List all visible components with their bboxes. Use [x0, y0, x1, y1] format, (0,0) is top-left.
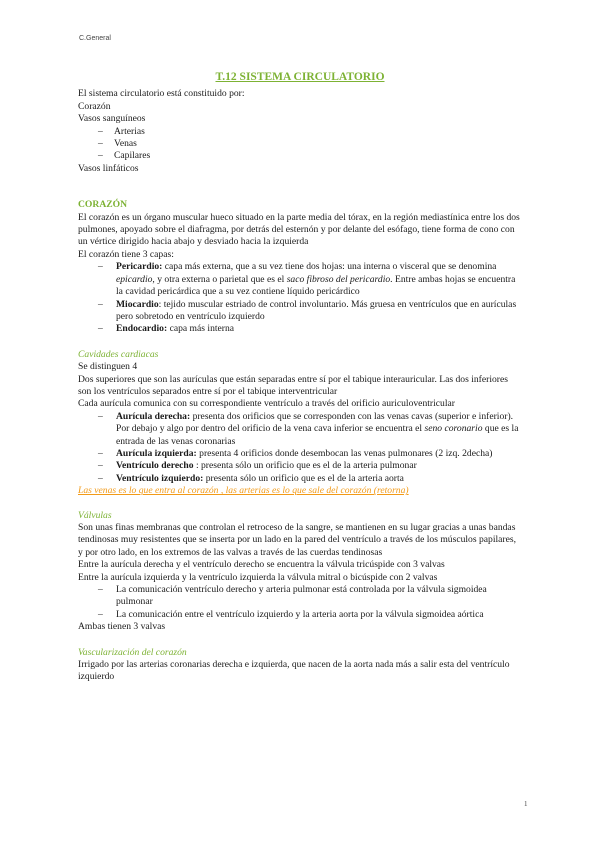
page-number: 1	[524, 800, 528, 808]
cavidades-line: Dos superiores que son las aurículas que están separadas entre sí por el tabique interauricular. Las dos inferiores son los ventrículos separados entre sí por el tabique interventricular	[78, 373, 508, 397]
text: : presenta sólo un orificio que es el de la arteria pulmonar	[193, 460, 417, 472]
text: : tejido muscular estriado de control involuntario. Más gruesa en ventrículos que en aurículas pero sobretodo en ventrículo izquierdo	[116, 298, 517, 322]
list-item-auricula-derecha	[78, 411, 522, 448]
valves-list	[78, 584, 522, 621]
valvulas-paragraph: Entre la aurícula izquierda y la ventrículo izquierda la válvula mitral o bicúspide con 2 valvas	[78, 571, 438, 583]
list-item: – Capilares	[78, 150, 522, 162]
text: capa más interna	[167, 323, 235, 335]
text: presenta dos orificios que se corresponden con las venas cavas (superior e inferior). Por debajo y algo por dentro del orificio de la vena cava inferior se encuentra el	[116, 410, 514, 435]
term: Ventrículo derecho	[116, 460, 194, 472]
list-item-miocardio	[78, 299, 522, 324]
list-item: – Venas	[78, 138, 522, 150]
layers-list	[78, 261, 522, 335]
text: , y otra externa o parietal que es el	[152, 273, 287, 285]
text: presenta sólo un orificio que es el de la arteria aorta	[203, 472, 404, 484]
cavities-list	[78, 411, 522, 485]
list-item: – La comunicación ventrículo derecho y arteria pulmonar está controlada por la válvula sigmoidea pulmonar	[78, 584, 522, 609]
page-title: T.12 SISTEMA CIRCULATORIO	[215, 71, 385, 83]
list-item-auricula-izquierda	[78, 448, 522, 460]
term: Pericardio:	[116, 261, 163, 273]
corazon-description: El corazón es un órgano muscular hueco situado en la parte media del tórax, en la región mediastínica entre los dos pulmones, apoyado sobre el diafragma, por detrás del esternón y por delante del esófago, tiene forma de cono con un vértice dirigido hacia abajo y desviado hacia la izquierda	[78, 211, 520, 248]
list-item-ventriculo-izquierdo	[78, 473, 522, 485]
section-heading-cavidades: Cavidades cardiacas	[78, 348, 159, 360]
term-italic: seno coronario	[424, 423, 483, 435]
corazon-layers-intro: El corazón tiene 3 capas:	[78, 248, 174, 260]
list-item: – Arterias	[78, 126, 522, 138]
text: capa más externa, que a su vez tiene dos hojas: una interna o visceral que se denomina	[162, 261, 497, 273]
section-heading-corazon: CORAZÓN	[78, 199, 128, 211]
list-item-pericardio	[78, 261, 522, 298]
intro-item-vessels: Vasos sanguíneos	[78, 113, 146, 125]
document-body	[78, 71, 522, 684]
page-header: C.General	[79, 35, 111, 42]
term: Miocardio	[116, 298, 159, 310]
section-heading-vascularizacion: Vascularización del corazón	[78, 646, 187, 658]
term: Aurícula izquierda:	[116, 447, 197, 459]
cavidades-line: Cada aurícula comunica con su correspondiente ventrículo a través del orificio auriculoventricular	[78, 398, 455, 410]
text: presenta 4 orificios donde desembocan las venas pulmonares (2 izq. 2decha)	[196, 447, 493, 459]
text: que es la entrada de las venas coronarias	[116, 423, 519, 447]
term: Aurícula derecha:	[116, 410, 191, 422]
term-italic: epicardio	[116, 273, 153, 285]
valvulas-paragraph: Entre la aurícula derecha y el ventrículo derecho se encuentra la válvula tricúspide con 3 valvas	[78, 559, 445, 571]
list-item-ventriculo-derecho	[78, 460, 522, 472]
term-italic: saco fibroso del pericardio	[286, 273, 391, 285]
vascularizacion-paragraph: Irrigado por las arterias coronarias derecha e izquierda, que nacen de la aorta nada más a salir esta del ventrículo izquierdo	[78, 659, 510, 683]
cavidades-line: Se distinguen 4	[78, 361, 138, 373]
list-item: – La comunicación entre el ventrículo izquierdo y la arteria aorta por la válvula sigmoidea aórtica	[78, 609, 522, 621]
intro-item-heart: Corazón	[78, 100, 111, 112]
valvulas-paragraph: Ambas tienen 3 valvas	[78, 621, 166, 633]
intro-item-lymph: Vasos linfáticos	[78, 162, 139, 174]
term: Endocardio:	[116, 323, 168, 335]
vessel-list	[78, 126, 522, 163]
intro-line: El sistema circulatorio está constituido por:	[78, 88, 245, 100]
term: Ventrículo izquierdo:	[116, 472, 204, 484]
list-item-endocardio	[78, 323, 522, 335]
text: . Entre ambas hojas se encuentra la cavidad pericárdica que a su vez contiene líquido pericárdico	[116, 273, 516, 298]
valvulas-paragraph: Son unas finas membranas que controlan el retroceso de la sangre, se mantienen en su lugar gracias a unas bandas tendinosas muy resistentes que se inserta por un lado en la pared del ventrículo a través de los músculos papilares, y por otro lado, en los extremos de las valvas a través de las cuerdas tendinosas	[78, 522, 516, 558]
section-heading-valvulas: Válvulas	[78, 509, 112, 521]
highlight-note: Las venas es lo que entra al corazón , las arterias es lo que sale del corazón (retorna)	[78, 485, 409, 497]
